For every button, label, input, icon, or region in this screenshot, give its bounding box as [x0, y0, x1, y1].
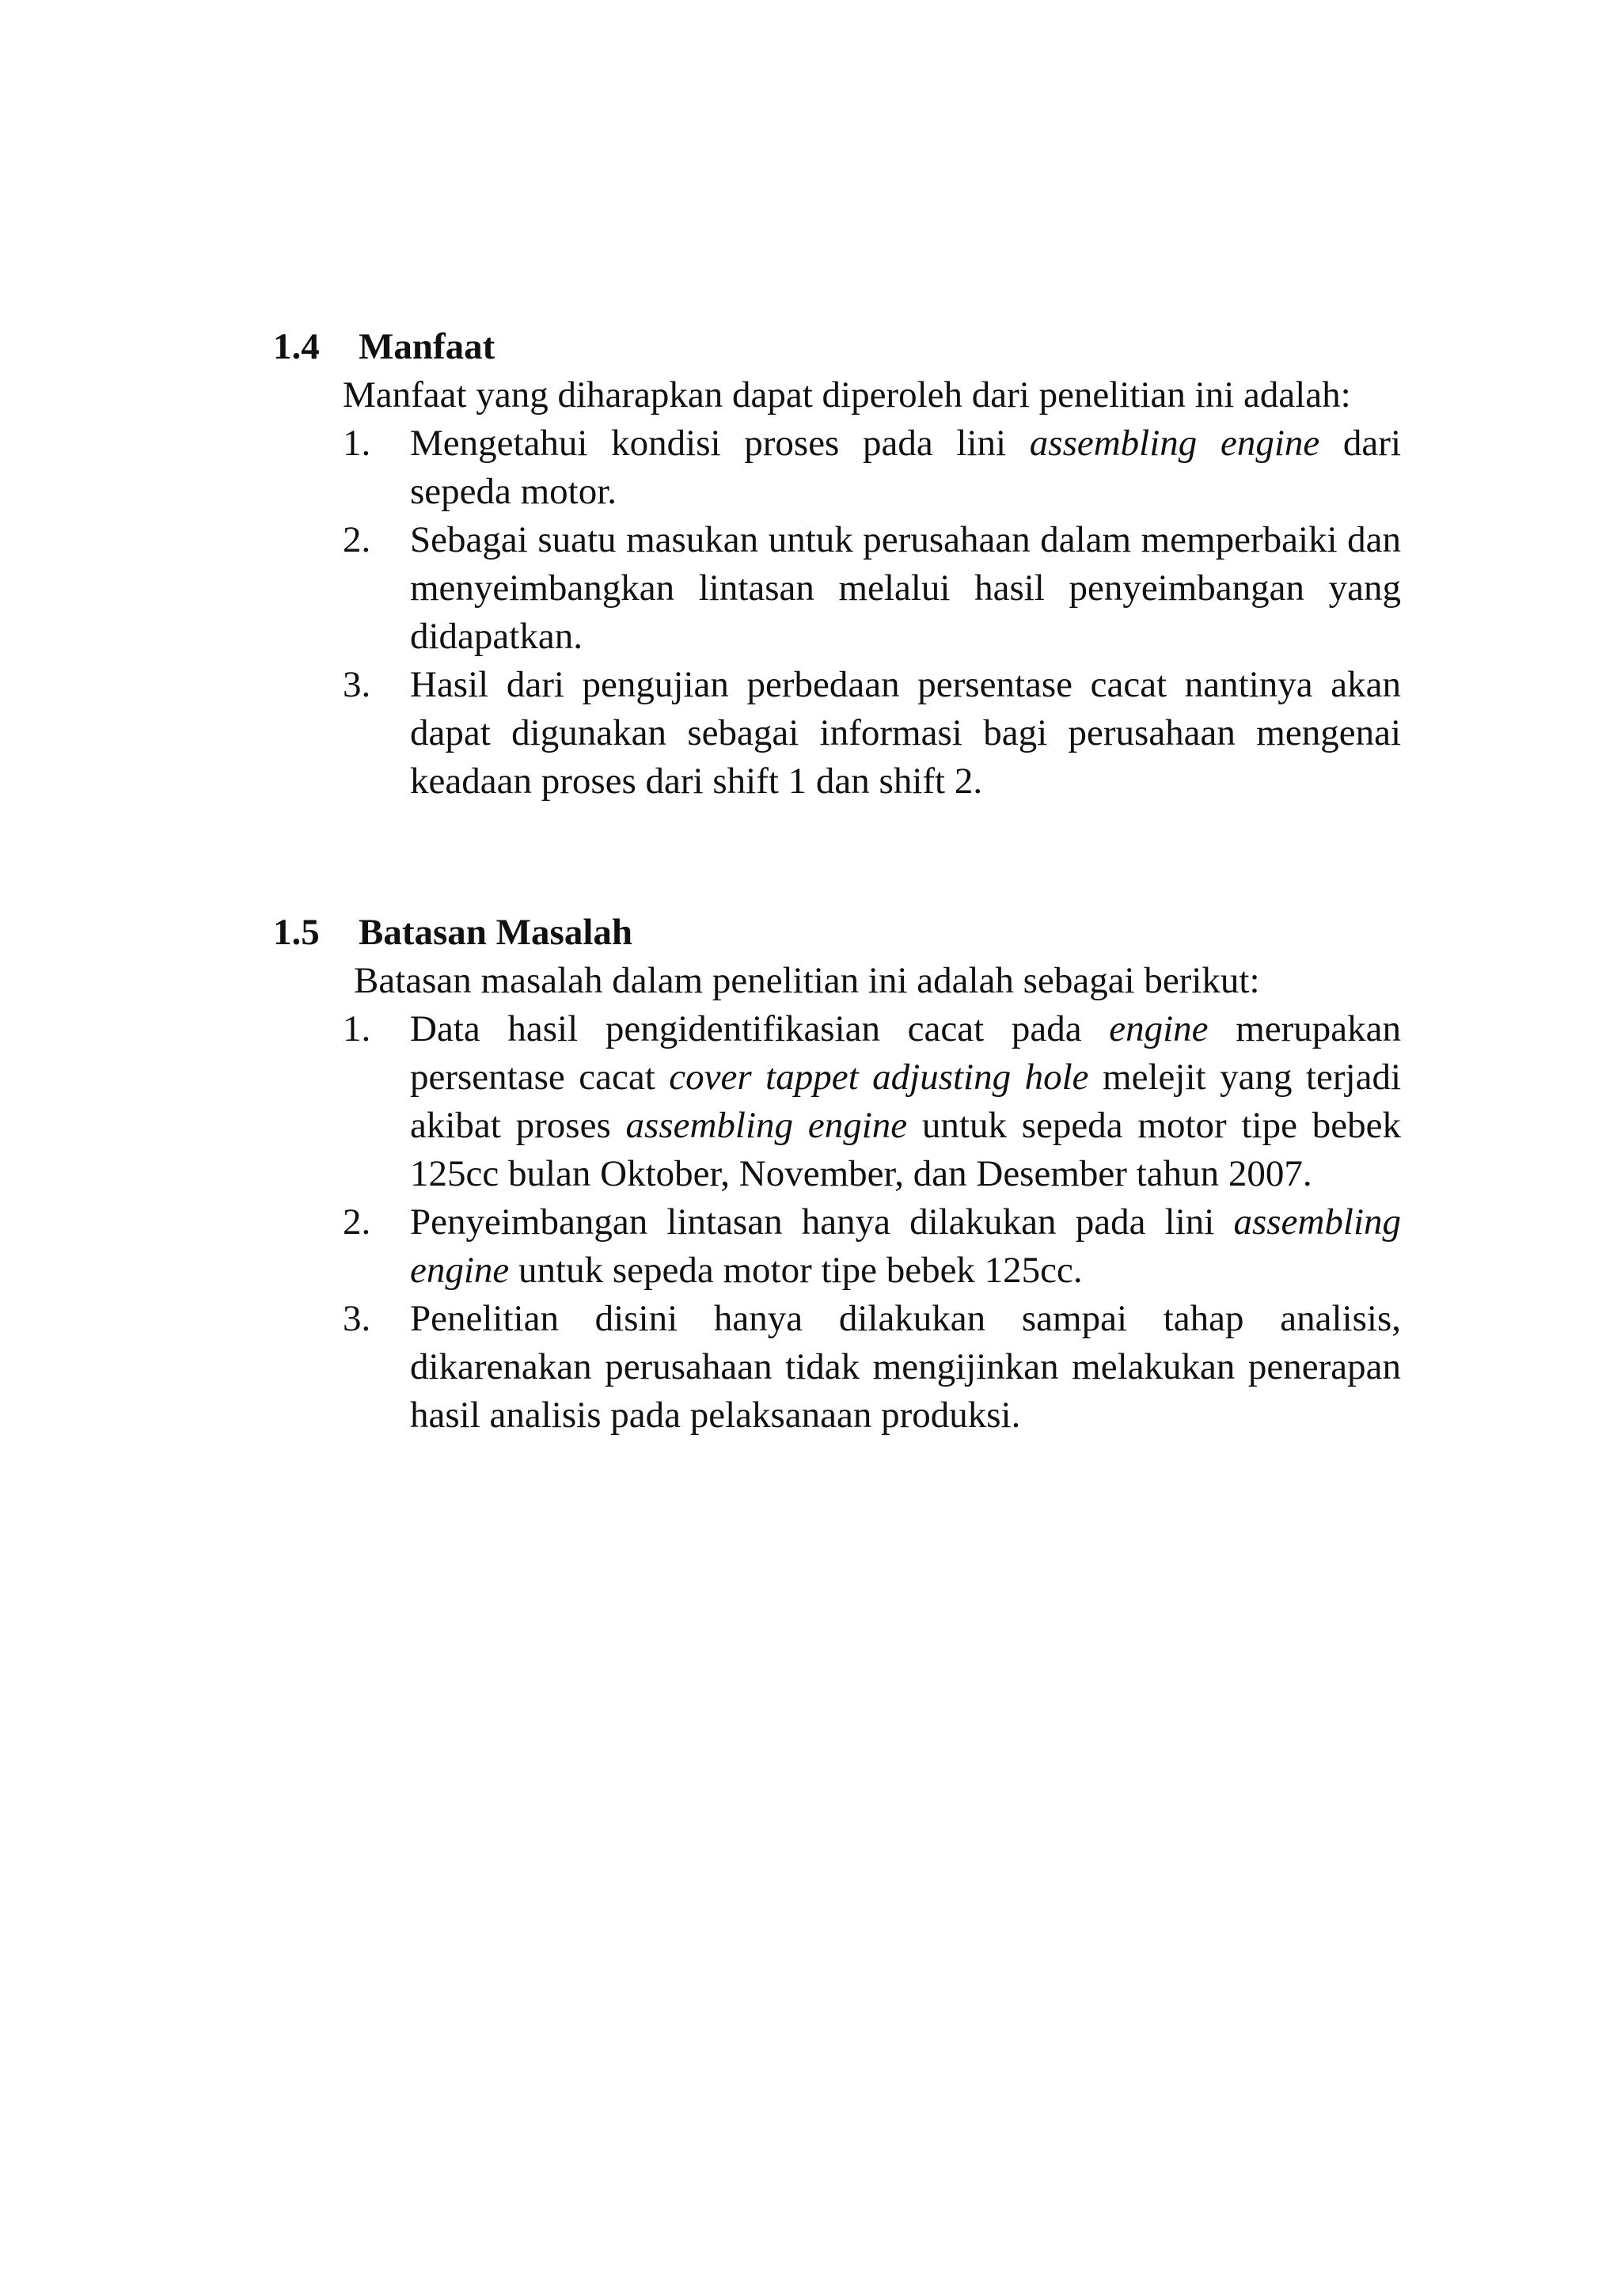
text-run: Penelitian disini hanya dilakukan sampai tahap analisis, dikarenakan perusahaan tidak mengijinkan melakukan penerapan hasil analisis pada pelaksanaan produksi. — [410, 1298, 1401, 1436]
list-item-text — [410, 661, 1401, 806]
list-item-number: 2. — [343, 1201, 371, 1243]
list-item-number: 2. — [343, 519, 371, 560]
section-intro: Manfaat yang diharapkan dapat diperoleh dari penelitian ini adalah: — [343, 374, 1351, 416]
list-item-text — [410, 1005, 1401, 1198]
section-batasan-masalah — [273, 909, 1401, 1440]
text-run: Data hasil pengidentifikasian cacat pada — [410, 1008, 1110, 1049]
italic-term: cover tappet adjusting hole — [669, 1057, 1089, 1098]
list-item-text — [410, 1295, 1401, 1440]
section-title: Batasan Masalah — [359, 912, 633, 953]
italic-term: assembling engine — [1029, 423, 1320, 464]
list-item — [343, 1198, 1401, 1295]
list-item — [343, 1005, 1401, 1198]
limitations-list — [273, 1005, 1401, 1440]
list-item — [343, 1295, 1401, 1440]
text-run: untuk sepeda motor tipe bebek 125cc. — [509, 1250, 1083, 1291]
list-item — [343, 419, 1401, 516]
text-run: Hasil dari pengujian perbedaan persentase cacat nantinya akan dapat digunakan sebagai informasi bagi perusahaan mengenai keadaan proses dari shift 1 dan shift 2. — [410, 664, 1401, 802]
section-manfaat — [273, 323, 1401, 806]
list-item-text — [410, 1198, 1401, 1295]
list-item-text — [410, 516, 1401, 661]
text-run: melejit yang terjadi akibat proses — [410, 1057, 1402, 1146]
italic-term: assembling engine — [410, 1201, 1401, 1291]
text-run: Mengetahui kondisi proses pada lini — [410, 423, 1030, 464]
section-heading — [273, 909, 1401, 957]
section-number: 1.5 — [273, 912, 320, 953]
text-run: Sebagai suatu masukan untuk perusahaan dalam memperbaiki dan menyeimbangkan lintasan melalui hasil penyeimbangan yang didapatkan. — [410, 519, 1401, 657]
list-item-number: 3. — [343, 1298, 371, 1339]
list-item-number: 1. — [343, 423, 371, 464]
list-item — [343, 661, 1401, 806]
text-run: dari sepeda motor. — [410, 423, 1401, 512]
section-title: Manfaat — [359, 326, 495, 367]
text-run: Penyeimbangan lintasan hanya dilakukan pada lini — [410, 1201, 1234, 1243]
italic-term: assembling engine — [625, 1105, 908, 1146]
list-item-number: 1. — [343, 1008, 371, 1049]
list-item — [343, 516, 1401, 661]
list-item-text — [410, 419, 1401, 516]
list-item-number: 3. — [343, 664, 371, 705]
italic-term: engine — [1109, 1008, 1209, 1049]
section-intro: Batasan masalah dalam penelitian ini adalah sebagai berikut: — [354, 960, 1260, 1001]
benefits-list — [273, 419, 1401, 806]
section-heading — [273, 323, 1401, 371]
text-run: merupakan persentase cacat — [410, 1008, 1401, 1098]
section-number: 1.4 — [273, 326, 320, 367]
text-run: untuk sepeda motor tipe bebek 125cc bulan Oktober, November, dan Desember tahun 2007. — [410, 1105, 1401, 1194]
